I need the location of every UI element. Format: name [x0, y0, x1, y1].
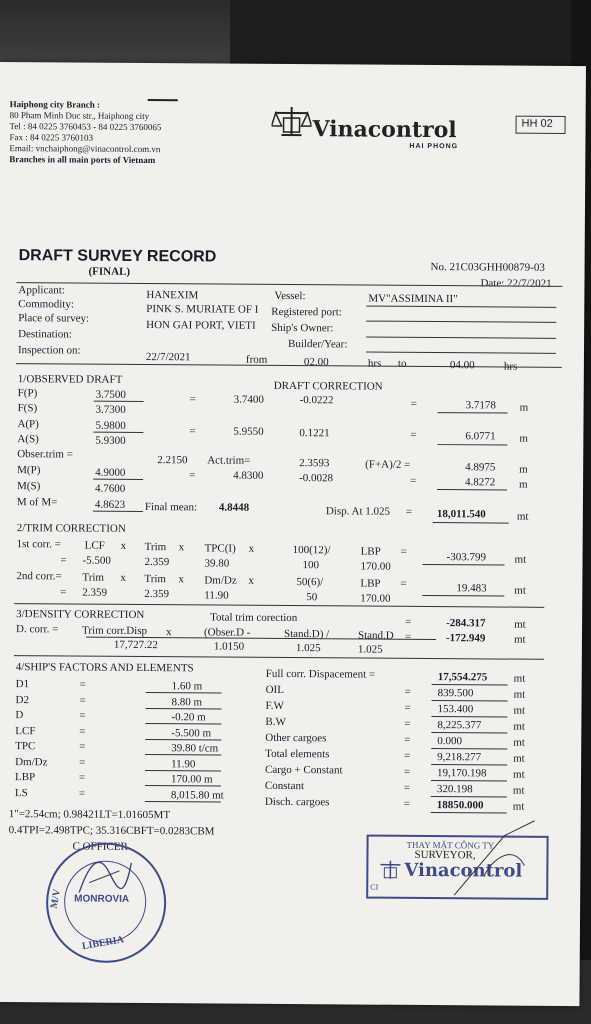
element-value: 19,170.198: [437, 767, 487, 780]
signature-icon: [69, 840, 139, 903]
surveyor-signature-icon: [444, 815, 545, 906]
final-mean-value: 4.8448: [218, 501, 250, 514]
element-eq: =: [403, 797, 411, 810]
c1-h: TPC(I): [204, 542, 236, 555]
element-eq: =: [404, 685, 411, 698]
m-correction: -0.0028: [299, 472, 334, 485]
inspection-date: 22/7/2021: [145, 351, 191, 364]
f-mean: 3.7400: [233, 393, 264, 406]
element-label: Disch. cargoes: [264, 795, 330, 809]
fa2-value: 4.8975: [465, 461, 496, 474]
fs-label: F(S): [17, 402, 38, 415]
factor-label: LBP: [14, 771, 36, 784]
m-result: 4.8272: [465, 476, 496, 489]
trim-correction-heading: 2/TRIM CORRECTION: [16, 522, 126, 535]
c2-h: Trim: [82, 571, 105, 584]
element-unit: mt: [513, 720, 526, 733]
factor-eq: =: [79, 678, 86, 691]
unit: mt: [514, 553, 527, 566]
dcorr-label: D. corr. =: [15, 623, 59, 636]
factor-label: LCF: [15, 724, 36, 737]
total-trim-value: -284.317: [446, 617, 486, 630]
element-eq: =: [403, 781, 411, 794]
c1-v: 170.00: [360, 560, 391, 573]
dcorr-v3: 1.025: [295, 642, 321, 655]
dcorr-f1: Trim corr.Disp: [81, 624, 148, 638]
branch-address: 80 Pham Minh Duc str., Haiphong city: [9, 110, 150, 122]
from-label: from: [245, 353, 268, 366]
act-trim-value: 2.3593: [299, 457, 330, 470]
record-number: No. 21C03GHH00879-03: [430, 261, 545, 274]
place-value: HON GAI PORT, VIETI: [146, 319, 256, 332]
branch-email: Email: vnchaiphong@vinacontrol.com.vn: [9, 143, 161, 155]
observed-draft-heading: 1/OBSERVED DRAFT: [17, 373, 123, 386]
c1-h: LCF: [84, 539, 105, 552]
record-date: Date: 22/7/2021: [480, 277, 552, 290]
element-value: 18850.000: [436, 799, 484, 812]
factor-value: -0.20 m: [171, 711, 206, 724]
element-eq: =: [404, 765, 411, 778]
element-eq: =: [404, 733, 411, 746]
factor-label: TPC: [15, 740, 36, 753]
factor-eq: =: [78, 787, 86, 800]
eq: =: [410, 474, 417, 487]
branch-name: Haiphong city Branch :: [9, 99, 101, 110]
c2-h: 50(6)/: [296, 576, 324, 589]
factor-label: LS: [14, 786, 28, 799]
c2-v: 50: [306, 591, 318, 604]
c1-h: x: [178, 541, 185, 554]
unit: mt: [513, 633, 526, 646]
factor-label: D: [15, 709, 24, 722]
element-unit: mt: [513, 704, 526, 717]
c2-v: 11.90: [204, 589, 229, 602]
factor-label: D2: [15, 693, 30, 706]
factor-eq: =: [79, 709, 86, 722]
obs-trim-value: 2.2150: [157, 454, 188, 467]
eq: =: [189, 425, 196, 438]
element-label: Full corr. Dispacement =: [265, 667, 376, 681]
mp-value: 4.9000: [95, 466, 126, 479]
element-eq: =: [404, 717, 411, 730]
factor-value: 1.60 m: [171, 680, 203, 693]
from-time: 02.00: [303, 356, 329, 369]
eq: =: [405, 505, 413, 518]
disp-value: 18,011.540: [436, 508, 486, 521]
stamp-logo-text: Vinacontrol: [404, 859, 523, 882]
factor-eq: =: [79, 725, 86, 738]
surveyor-label: SURVEYOR,: [414, 848, 476, 862]
f-result: 3.7178: [465, 399, 496, 412]
unit: m: [519, 478, 528, 491]
stamp-port: MONROVIA: [74, 893, 130, 905]
commodity-value: PINK S. MURIATE OF I: [146, 303, 259, 316]
factor-value: 170.00 m: [170, 773, 213, 786]
owner-label: Ship's Owner:: [271, 321, 334, 335]
c2-h: x: [178, 573, 184, 586]
company-logo-sub: HAI PHONG: [409, 142, 459, 151]
c2-h: LBP: [360, 577, 381, 590]
applicant-label: Applicant:: [18, 284, 65, 297]
applicant-value: HANEXIM: [146, 289, 199, 302]
vessel-value: MV"ASSIMINA II": [368, 292, 458, 306]
company-logo: Vinacontrol: [312, 116, 457, 144]
registered-port-label: Registered port:: [271, 305, 342, 319]
element-eq: =: [404, 749, 411, 762]
element-label: OIL: [265, 683, 284, 696]
element-value: 839.500: [437, 687, 474, 700]
form-code: HH 02: [521, 117, 553, 130]
f-correction: -0.0222: [299, 394, 334, 407]
dcorr-x: x: [165, 626, 172, 639]
c1-v: 100: [302, 559, 320, 572]
unit: mt: [514, 584, 526, 597]
stamp-caption: THAY MẶT CÔNG TY: [406, 839, 495, 851]
conversion-line-1: 1"=2.54cm; 0.98421LT=1.01605MT: [8, 808, 171, 822]
m-mean: 4.8300: [233, 469, 264, 482]
dcorr-v1: 17,727.22: [113, 638, 158, 652]
element-value: 8,225.377: [437, 719, 482, 732]
element-unit: mt: [512, 784, 525, 797]
scale-logo-icon: [271, 104, 311, 138]
ms-label: M(S): [16, 480, 41, 493]
element-unit: mt: [513, 688, 526, 701]
mom-value: 4.8623: [94, 498, 126, 511]
c1-v: 39.80: [204, 557, 230, 570]
element-value: 320.198: [436, 783, 473, 796]
element-eq: =: [404, 701, 411, 714]
c2-v: 2.359: [82, 586, 108, 599]
c2-v: 170.00: [360, 592, 391, 605]
builder-label: Builder/Year:: [287, 338, 348, 351]
vessel-label: Vessel:: [274, 289, 306, 303]
eq: =: [60, 554, 67, 567]
total-trim-label: Total trim corection: [210, 611, 298, 625]
document-title: DRAFT SURVEY RECORD: [18, 247, 217, 266]
unit: m: [519, 401, 529, 414]
unit: mt: [514, 618, 526, 631]
dcorr-f3: Stand.D) /: [283, 627, 330, 641]
hrs-label-1: hrs: [367, 357, 382, 370]
element-label: F.W: [265, 699, 284, 712]
c1-v: -5.500: [82, 554, 111, 567]
destination-label: Destination:: [18, 328, 72, 341]
element-unit: mt: [513, 672, 526, 685]
factor-value: 39.80 t/cm: [171, 742, 219, 755]
factor-value: 8.80 m: [171, 695, 203, 708]
c1-h: x: [248, 542, 255, 555]
element-label: Total elements: [265, 747, 330, 761]
disp-label: Disp. At 1.025: [325, 505, 391, 518]
pen-mark: [148, 99, 178, 101]
to-time: 04.00: [449, 359, 475, 372]
a-correction: 0.1221: [299, 427, 330, 440]
a-result: 6.0771: [465, 430, 496, 443]
stamp-country: LIBERIA: [81, 934, 125, 953]
element-label: Other cargoes: [265, 731, 327, 745]
dcorr-value: -172.949: [445, 632, 486, 645]
as-label: A(S): [17, 433, 39, 446]
ms-value: 4.7600: [94, 482, 126, 495]
obs-trim-label: Obser.trim =: [17, 448, 74, 461]
factor-eq: =: [79, 740, 86, 753]
final-mean-label: Final mean:: [144, 501, 198, 514]
c2-h: Trim: [144, 573, 167, 586]
density-heading: 3/DENSITY CORRECTION: [16, 608, 145, 622]
factor-label: D1: [15, 678, 30, 691]
element-label: Cargo + Constant: [265, 763, 343, 777]
eq: =: [189, 469, 196, 482]
factor-eq: =: [79, 756, 86, 769]
ship-factors-heading: 4/SHIP'S FACTORS AND ELEMENTS: [15, 661, 194, 675]
c1-result: -303.799: [446, 551, 487, 564]
c1-h: 100(12)/: [292, 544, 331, 557]
unit: m: [519, 463, 528, 476]
to-label: to: [397, 357, 407, 370]
ap-label: A(P): [17, 418, 39, 431]
c2-h: =: [400, 577, 407, 590]
document-subtitle: (FINAL): [88, 265, 131, 278]
c2-h: Dm/Dz: [204, 574, 237, 587]
draft-correction-heading: DRAFT CORRECTION: [273, 379, 383, 393]
dcorr-v2: 1.0150: [213, 640, 245, 653]
fp-label: F(P): [17, 387, 38, 400]
stamp-prefix: M/V: [48, 888, 64, 910]
element-value: 0.000: [437, 735, 463, 748]
dcorr-f2: (Obser.D -: [203, 626, 251, 639]
branch-note: Branches in all main ports of Vietnam: [9, 154, 156, 166]
factor-label: Dm/Dz: [15, 755, 48, 768]
officer-label: C.OFFICER: [72, 840, 128, 853]
first-corr-label: 1st corr. =: [16, 538, 62, 551]
branch-tel: Tel : 84 0225 3760453 - 84 0225 3760065: [9, 121, 162, 133]
eq: =: [404, 630, 412, 643]
element-label: B.W: [265, 715, 286, 729]
eq: =: [60, 586, 67, 599]
fa2-label: (F+A)/2 =: [365, 458, 411, 471]
c2-result: 19.483: [456, 582, 487, 595]
inspection-label: Inspection on:: [17, 344, 81, 357]
element-unit: mt: [513, 736, 525, 749]
c1-h: x: [120, 539, 127, 552]
unit: mt: [516, 510, 529, 523]
mom-label: M of M=: [16, 496, 58, 509]
branch-fax: Fax : 84 0225 3760103: [9, 132, 94, 143]
place-label: Place of survey:: [18, 312, 90, 325]
eq: =: [189, 393, 196, 406]
element-value: 9,218.277: [437, 751, 482, 764]
c2-h: x: [248, 574, 254, 587]
survey-document: [0, 62, 586, 1006]
factor-value: 8,015.80 mt: [170, 788, 224, 802]
element-unit: mt: [512, 800, 525, 813]
fs-value: 3.7300: [95, 403, 126, 416]
fp-value: 3.7500: [95, 388, 126, 401]
element-unit: mt: [512, 768, 525, 781]
c1-h: =: [400, 545, 407, 558]
factor-value: 11.90: [171, 757, 196, 770]
c2-h: x: [120, 571, 126, 584]
c1-h: Trim: [144, 541, 167, 554]
eq: =: [410, 428, 417, 441]
scale-logo-icon: [378, 859, 402, 881]
eq: =: [405, 615, 412, 628]
c2-v: 2.359: [144, 588, 170, 601]
element-label: Constant: [264, 779, 305, 793]
a-mean: 5.9550: [233, 425, 264, 438]
commodity-label: Commodity:: [18, 298, 74, 311]
hrs-label-2: hrs: [503, 360, 518, 373]
stamp-code: CI: [370, 882, 379, 892]
mp-label: M(P): [17, 464, 41, 477]
factor-eq: =: [79, 694, 86, 707]
second-corr-label: 2nd corr.=: [16, 570, 62, 583]
dcorr-v4: 1.025: [357, 643, 383, 656]
unit: m: [519, 432, 528, 445]
c1-v: 2.359: [144, 556, 170, 569]
element-unit: mt: [513, 752, 525, 765]
conversion-line-2: 0.4TPI=2.498TPC; 35.316CBFT=0.0283CBM: [8, 824, 215, 838]
element-value: 153.400: [437, 703, 474, 716]
factor-eq: =: [78, 771, 86, 784]
eq: =: [410, 397, 417, 410]
c1-h: LBP: [360, 545, 381, 558]
dcorr-f4: Stand.D: [357, 629, 394, 642]
ap-value: 5.9800: [95, 419, 126, 432]
act-trim-label: Act.trim=: [207, 454, 251, 467]
element-value: 17,554.275: [437, 671, 488, 684]
as-value: 5.9300: [95, 434, 126, 447]
factor-value: -5.500 m: [171, 726, 212, 739]
